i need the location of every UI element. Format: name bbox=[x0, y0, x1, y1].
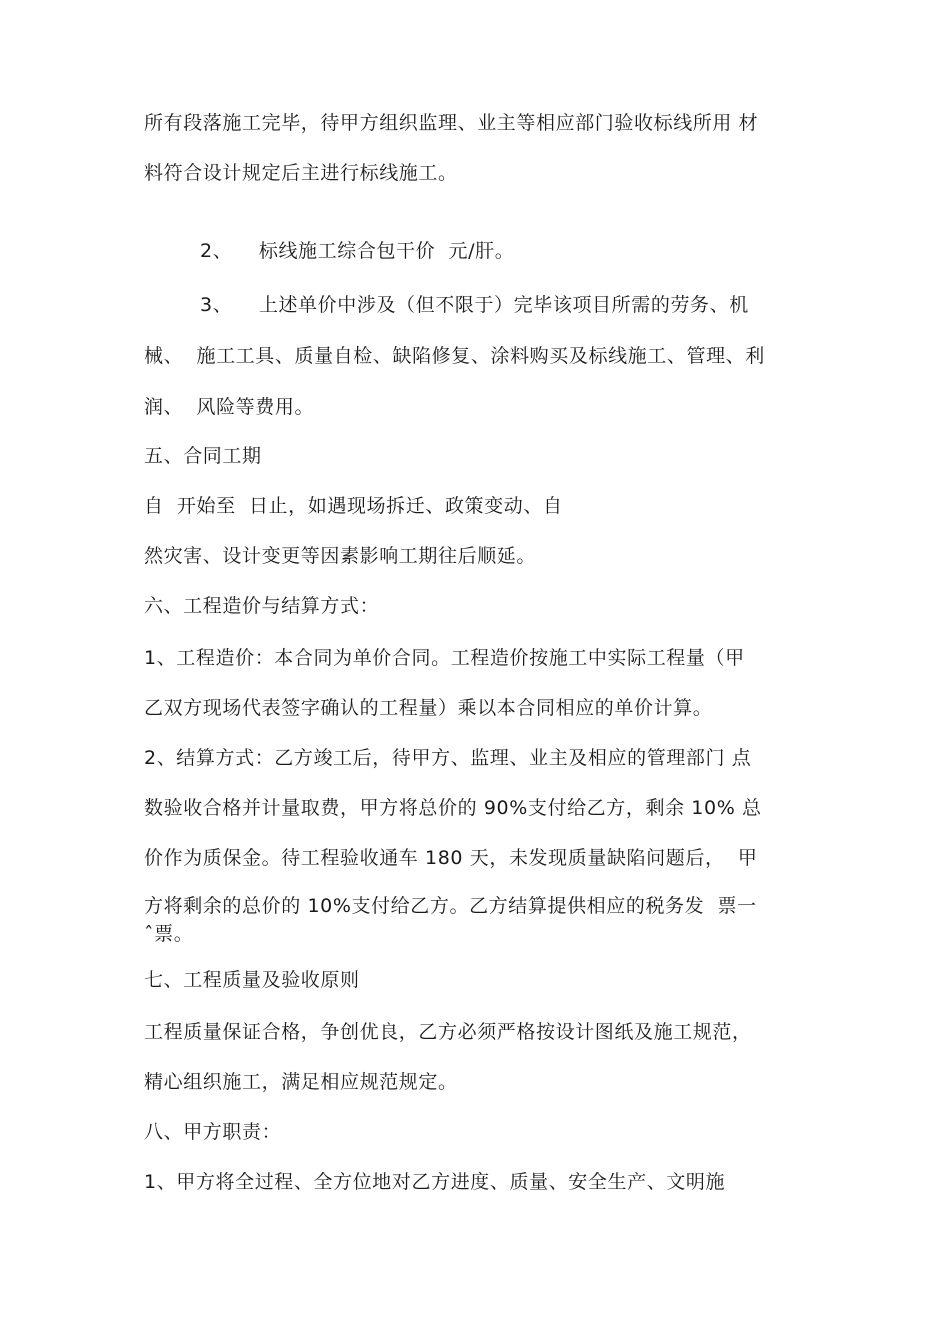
paragraph-line: 1、工程造价：本合同为单价合同。工程造价按施工中实际工程量（甲 bbox=[144, 647, 745, 669]
paragraph-line: 所有段落施工完毕，待甲方组织监理、业主等相应部门验收标线所用 材 bbox=[144, 112, 759, 134]
list-item-3: 3、 上述单价中涉及（但不限于）完毕该项目所需的劳务、机 bbox=[200, 294, 749, 316]
section-heading-cost-settlement: 六、工程造价与结算方式： bbox=[144, 595, 380, 617]
paragraph-line: 自 开始至 日止，如遇现场拆迁、政策变动、自 bbox=[144, 495, 563, 517]
paragraph-line: 械、 施工工具、质量自检、缺陷修复、涂料购买及标线施工、管理、利 bbox=[144, 345, 765, 367]
paragraph-line: 1、甲方将全过程、全方位地对乙方进度、质量、安全生产、文明施 bbox=[144, 1171, 726, 1193]
paragraph-line: 然灾害、设计变更等因素影响工期往后顺延。 bbox=[144, 545, 537, 567]
paragraph-line: 2、结算方式：乙方竣工后，待甲方、监理、业主及相应的管理部门 点 bbox=[144, 747, 752, 769]
paragraph-line: 精心组织施工，满足相应规范规定。 bbox=[144, 1071, 458, 1093]
list-item-2: 2、 标线施工综合包干价 元/肝。 bbox=[200, 240, 515, 262]
section-heading-quality: 七、工程质量及验收原则 bbox=[144, 969, 360, 991]
paragraph-line: 方将剩余的总价的 10%支付给乙方。乙方结算提供相应的税务发 票一 bbox=[144, 895, 757, 917]
paragraph-line: 乙双方现场代表签字确认的工程量）乘以本合同相应的单价计算。 bbox=[144, 697, 713, 719]
paragraph-line: 价作为质保金。待工程验收通车 180 天，未发现质量缺陷问题后， 甲 bbox=[144, 847, 758, 869]
section-heading-contract-period: 五、合同工期 bbox=[144, 445, 262, 467]
paragraph-line: 润、 风险等费用。 bbox=[144, 396, 315, 418]
paragraph-line: ˆ票。 bbox=[144, 923, 194, 945]
paragraph-line: 料符合设计规定后主进行标线施工。 bbox=[144, 162, 458, 184]
paragraph-line: 数验收合格并计量取费，甲方将总价的 90%支付给乙方，剩余 10% 总 bbox=[144, 797, 762, 819]
paragraph-line: 工程质量保证合格，争创优良，乙方必须严格按设计图纸及施工规范， bbox=[144, 1021, 752, 1043]
section-heading-party-a-duties: 八、甲方职责： bbox=[144, 1121, 282, 1143]
